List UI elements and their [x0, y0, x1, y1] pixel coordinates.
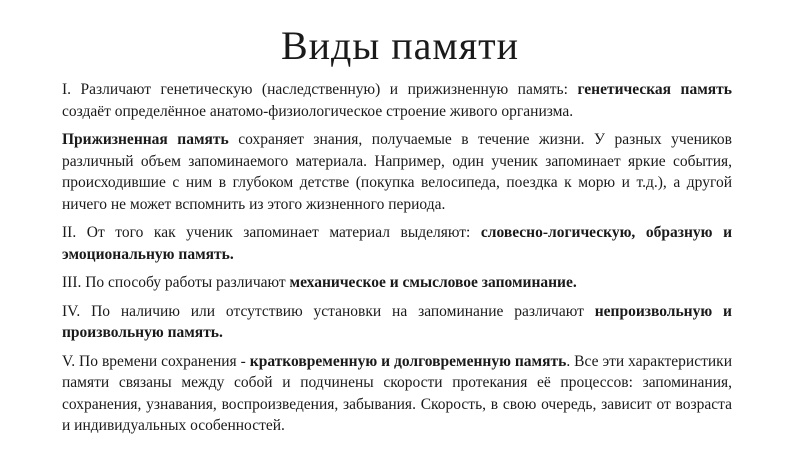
paragraph-6	[62, 351, 732, 437]
paragraph-4	[62, 272, 732, 294]
paragraph-6-bold: кратковременную и долговременную память	[249, 352, 567, 370]
paragraph-1	[62, 79, 732, 122]
paragraph-5-bold: непроизвольную и произвольную память.	[62, 302, 732, 341]
paragraph-1-text-a: I. Различают генетическую (наследственную) и прижизненную память:	[62, 81, 578, 98]
paragraph-5-text: IV. По наличию или отсутствию установки на запоминание различают	[62, 302, 595, 320]
paragraph-2-bold: Прижизненная память	[62, 131, 229, 148]
slide-body	[62, 79, 732, 444]
paragraph-3-text: II. От того как ученик запоминает материал выделяют:	[62, 224, 481, 241]
paragraph-2	[62, 129, 732, 215]
paragraph-1-bold: генетическая память	[577, 81, 732, 98]
paragraph-2-text: сохраняет знания, получаемые в течение жизни. У разных учеников различный объем запоминаемого материала. Например, один ученик запоминает яркие события, происходившие с ним в глубоком детстве (покупка велосипеда, поездка к морю и т.д.), а другой ничего не может вспомнить из этого жизненного периода.	[62, 131, 732, 213]
paragraph-3-bold: словесно-логическую, образную и эмоциональную память.	[62, 224, 732, 263]
paragraph-3	[62, 222, 732, 265]
paragraph-5	[62, 301, 732, 344]
slide-title: Виды памяти	[280, 23, 520, 68]
paragraph-6-text-a: V. По времени сохранения -	[62, 352, 250, 370]
paragraph-4-bold: механическое и смысловое запоминание.	[289, 274, 577, 291]
paragraph-4-text: III. По способу работы различают	[62, 274, 290, 291]
paragraph-6-text-b: . Все эти характеристики памяти связаны между собой и подчинены скорости протекания её процессов: запоминания, сохранения, узнавания, воспроизведения, забывания. Скорость, в свою очередь, зависит от возраста и индивидуальных особенностей.	[62, 352, 732, 434]
paragraph-1-text-b: создаёт определённое анатомо-физиологическое строение живого организма.	[62, 102, 574, 120]
